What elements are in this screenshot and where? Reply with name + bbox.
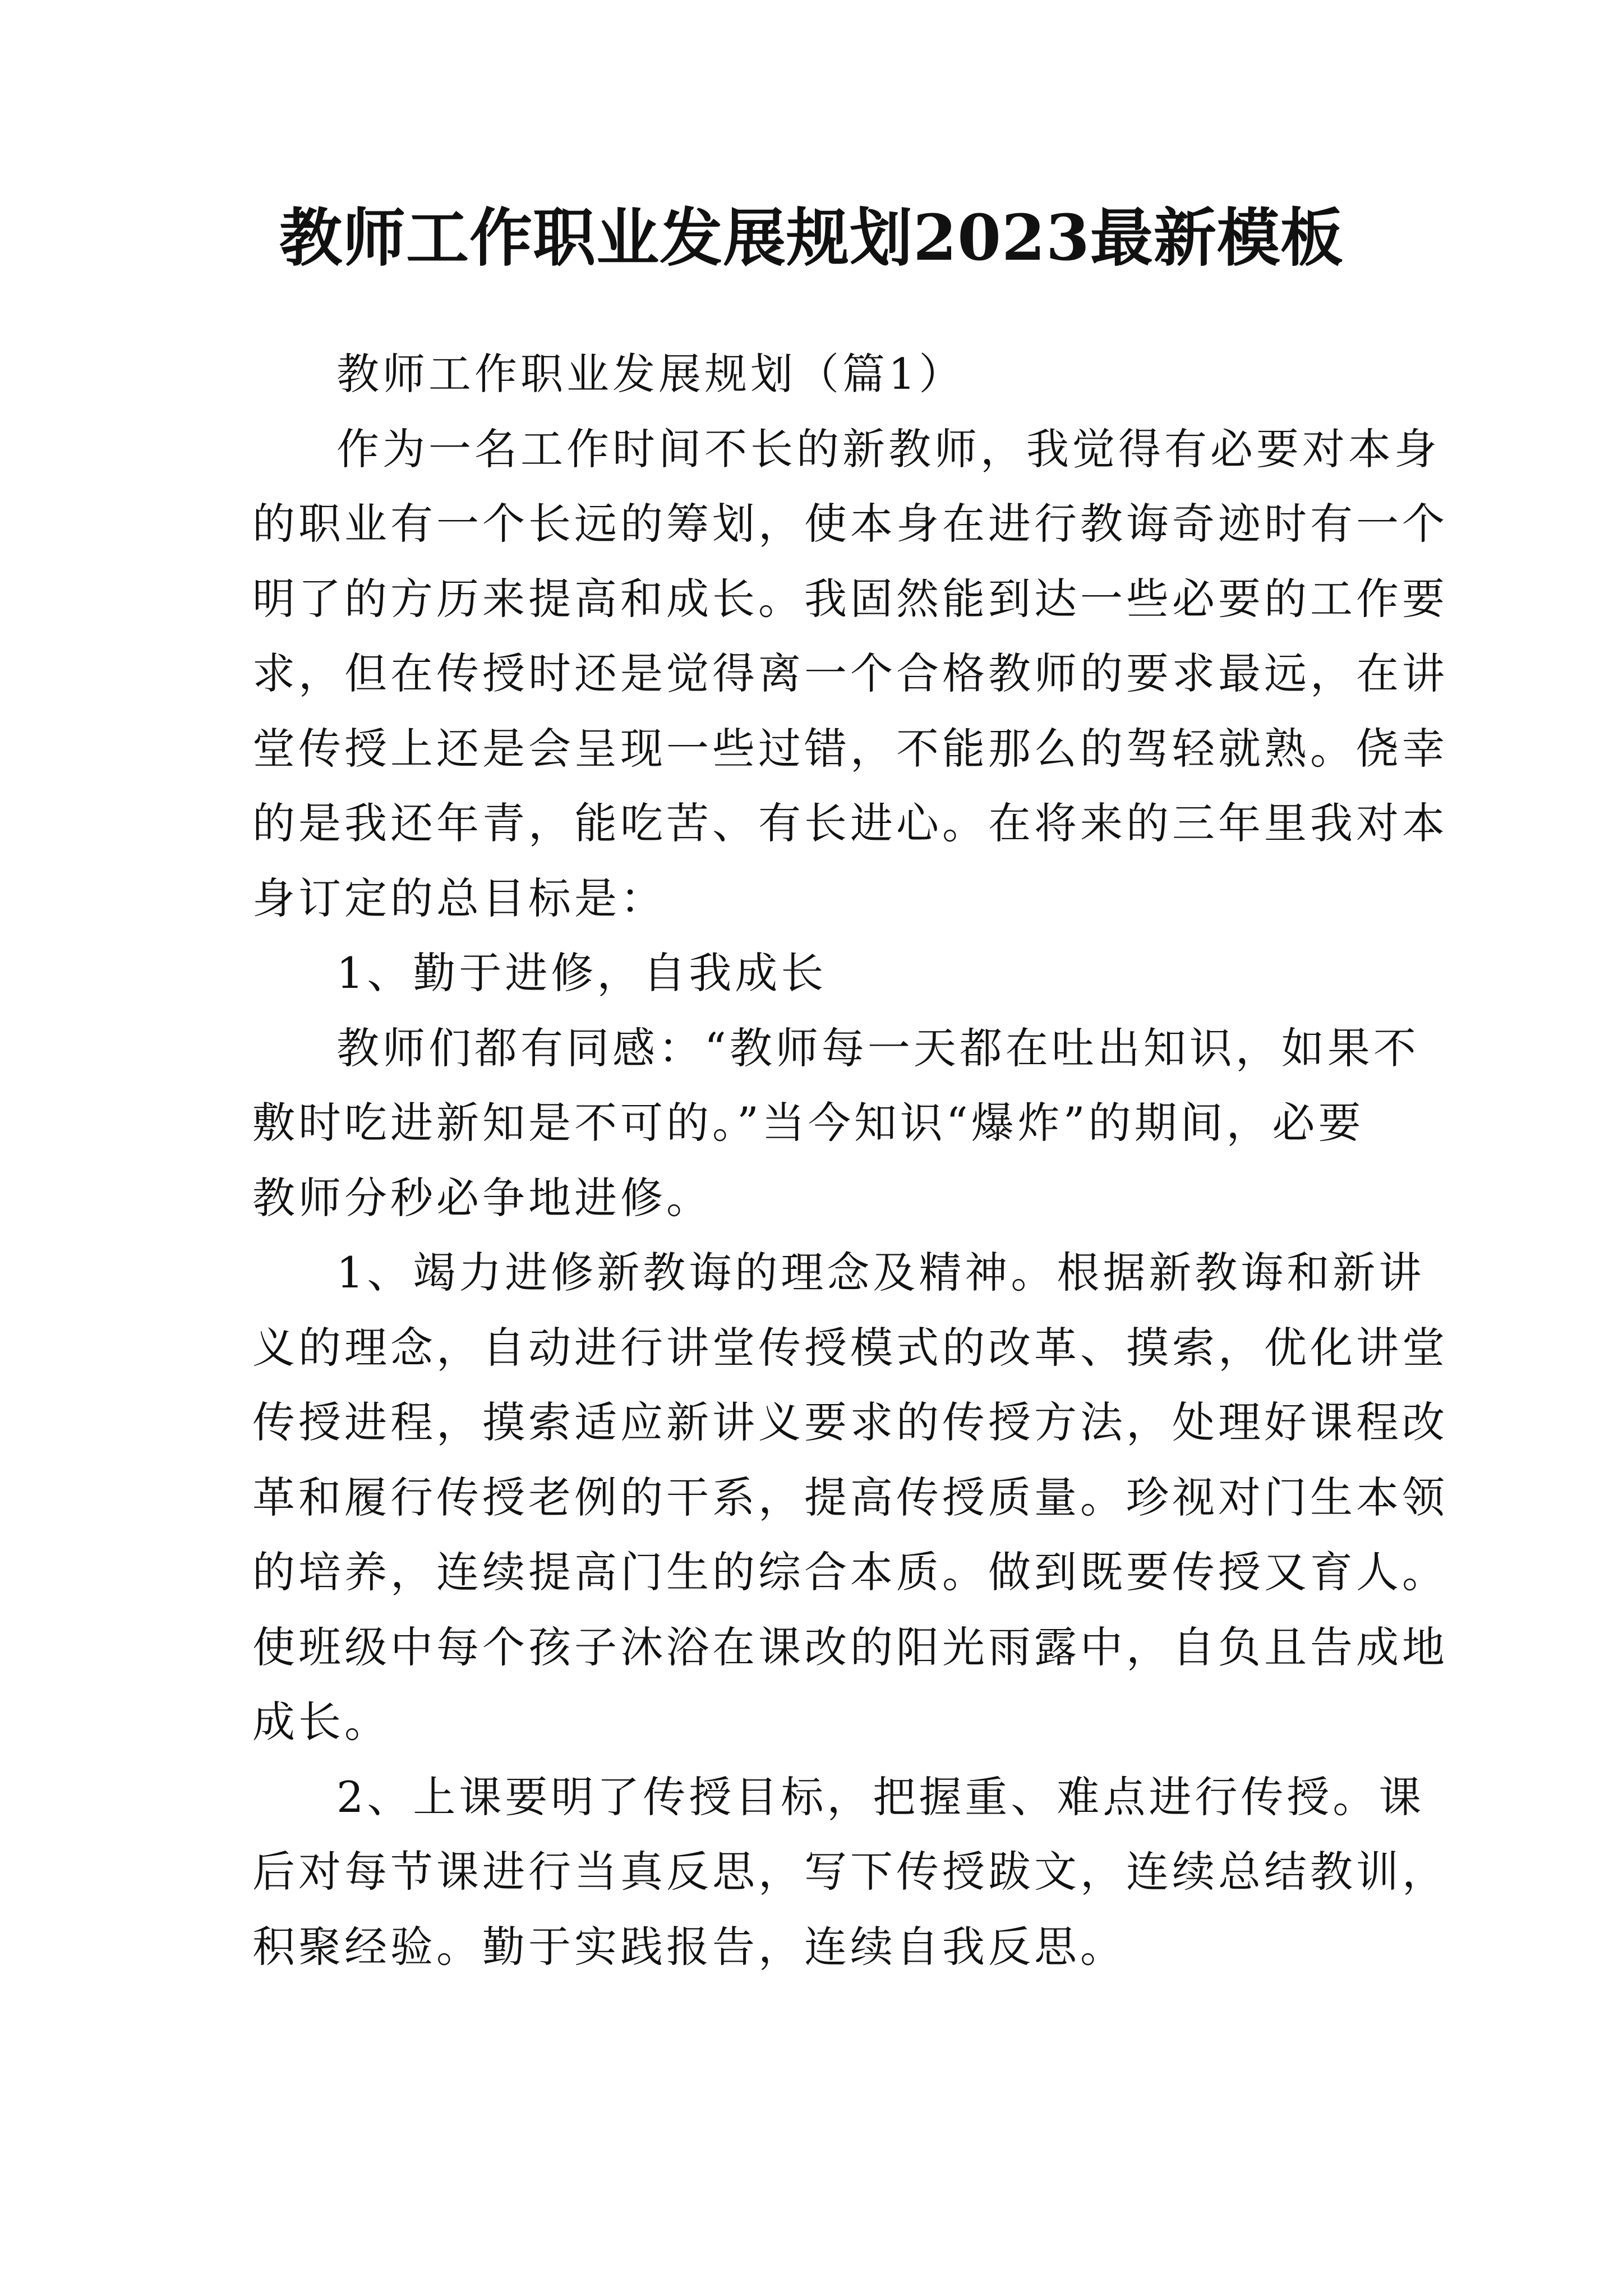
- paragraph-line: 作为一名工作时间不长的新教师，我觉得有必要对本身: [336, 424, 1440, 474]
- paragraph-line: 堂传授上还是会呈现一些过错，不能那么的驾轻就熟。侥幸: [252, 723, 1448, 774]
- paragraph-line: 成长。: [252, 1697, 390, 1747]
- paragraph-line: 1、竭力进修新教诲的理念及精神。根据新教诲和新讲: [336, 1248, 1425, 1297]
- paragraph-line: 敷时吃进新知是不可的。”当今知识“爆炸”的期间，必要: [252, 1098, 1364, 1148]
- paragraph-line: 义的理念，自动进行讲堂传授模式的改革、摸索，优化讲堂: [252, 1322, 1448, 1373]
- paragraph-line: 使班级中每个孩子沐浴在课改的阳光雨露中，自负且告成地: [252, 1622, 1448, 1672]
- paragraph-line: 积聚经验。勤于实践报告，连续自我反思。: [252, 1921, 1126, 1972]
- paragraph-line: 求，但在传授时还是觉得离一个合格教师的要求最远，在讲: [252, 648, 1448, 698]
- paragraph-line: 革和履行传授老例的干系，提高传授质量。珍视对门生本领: [252, 1472, 1448, 1522]
- section-heading: 教师工作职业发展规划（篇1）: [336, 349, 965, 399]
- paragraph-line: 明了的方历来提高和成长。我固然能到达一些必要的工作要: [252, 573, 1448, 624]
- paragraph-line: 教师们都有同感：“教师每一天都在吐出知识，如果不: [336, 1023, 1419, 1073]
- paragraph-line: 传授进程，摸索适应新讲义要求的传授方法，处理好课程改: [252, 1397, 1448, 1447]
- paragraph-line: 后对每节课进行当真反思，写下传授跋文，连续总结教训，: [252, 1847, 1448, 1897]
- paragraph-line: 身订定的总目标是：: [252, 873, 666, 923]
- subheading: 1、勤于进修，自我成长: [336, 948, 827, 998]
- paragraph-line: 的职业有一个长远的筹划，使本身在进行教诲奇迹时有一个: [252, 499, 1448, 549]
- paragraph-line: 2、上课要明了传授目标，把握重、难点进行传授。课: [336, 1772, 1425, 1822]
- document-title: 教师工作职业发展规划2023最新模板: [279, 201, 1344, 275]
- paragraph-line: 的培养，连续提高门生的综合本质。做到既要传授又育人。: [252, 1547, 1448, 1597]
- paragraph-line: 的是我还年青，能吃苦、有长进心。在将来的三年里我对本: [252, 798, 1448, 848]
- document-body: [252, 337, 1448, 1984]
- paragraph-line: 教师分秒必争地进修。: [252, 1172, 712, 1223]
